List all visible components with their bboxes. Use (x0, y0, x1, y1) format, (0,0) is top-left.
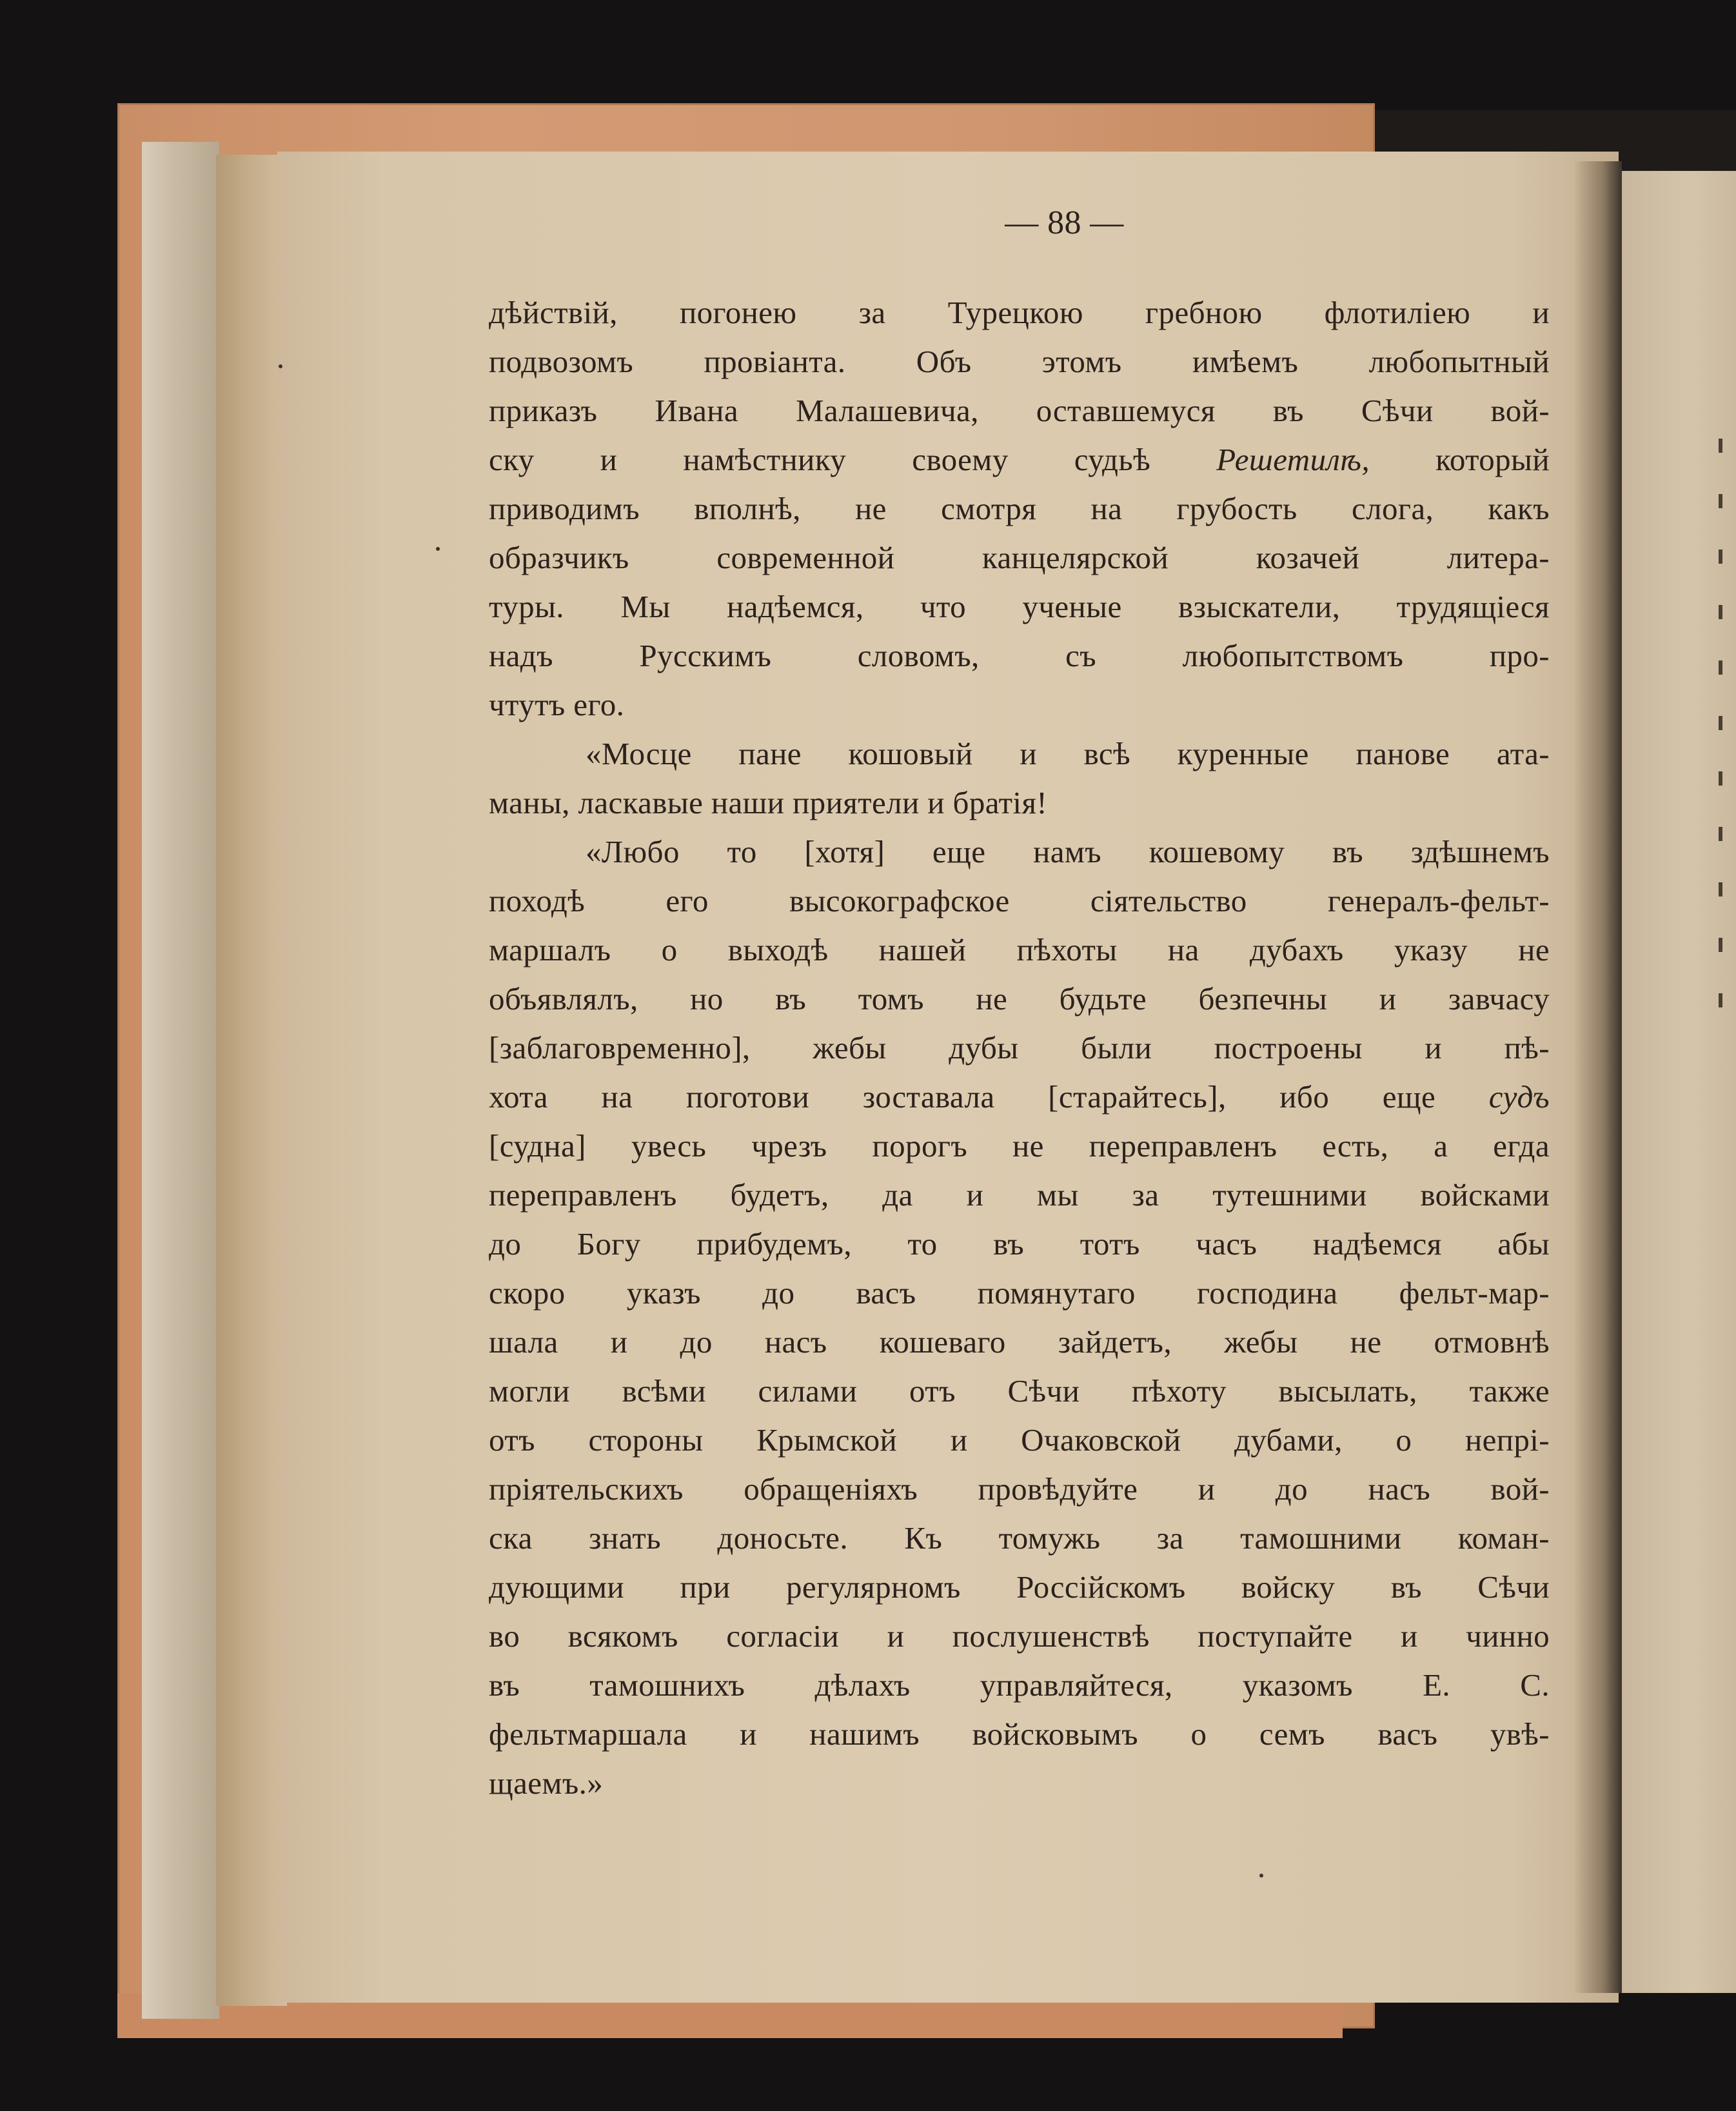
page-curl-shadow (1573, 161, 1622, 1993)
text-line: походѣ его высокографское сіятельство генералъ-фельт- (489, 883, 1550, 918)
text-line: приводимъ вполнѣ, не смотря на грубость слога, какъ (489, 491, 1550, 526)
text-line: [судна] увесь чрезъ порогъ не переправленъ есть, а егда (489, 1128, 1550, 1164)
text-line: во всякомъ согласіи и послушенствѣ поступайте и чинно (489, 1618, 1550, 1654)
text-line: «Мосце пане кошовый и всѣ куренные панове ата- (586, 736, 1550, 771)
facing-page-text-marks (1719, 439, 1731, 1084)
text-line: щаемъ.» (489, 1765, 604, 1801)
text-segment: ску и намѣстнику своему судьѣ (489, 442, 1217, 477)
text-line: переправленъ будетъ, да и мы за тутешними войсками (489, 1177, 1550, 1213)
text-line: приказъ Ивана Малашевича, оставшемуся въ Сѣчи вой- (489, 393, 1550, 428)
text-segment: хота на поготови зоставала [старайтесь], ибо еще (489, 1079, 1489, 1115)
text-line: объявлялъ, но въ томъ не будьте безпечны и завчасу (489, 981, 1550, 1016)
page-edges-left (142, 142, 219, 2019)
text-line: надъ Русскимъ словомъ, съ любопытствомъ про- (489, 638, 1550, 673)
text-line: до Богу прибудемъ, то въ тотъ часъ надѣемся абы (489, 1226, 1550, 1262)
text-line (489, 435, 1550, 484)
text-line: фельтмаршала и нашимъ войсковымъ о семъ васъ увѣ- (489, 1716, 1550, 1752)
text-line: въ тамошнихъ дѣлахъ управляйтеся, указомъ Е. С. (489, 1667, 1550, 1703)
text-line: подвозомъ провіанта. Объ этомъ имѣемъ любопытный (489, 344, 1550, 379)
text-segment: который (1370, 442, 1550, 477)
page-number: — 88 — (1005, 204, 1124, 241)
italic-name: судъ (1488, 1079, 1550, 1115)
text-line: маршалъ о выходѣ нашей пѣхоты на дубахъ указу не (489, 932, 1550, 967)
text-line (489, 1073, 1550, 1122)
text-line: образчикъ современной канцелярской козачей литера- (489, 540, 1550, 575)
paper-speck (279, 364, 282, 368)
text-lines (489, 288, 1550, 1808)
text-line: дующими при регулярномъ Россійскомъ войску въ Сѣчи (489, 1569, 1550, 1605)
text-line: могли всѣми силами отъ Сѣчи пѣхоту высылать, также (489, 1373, 1550, 1409)
paper-speck (1259, 1874, 1263, 1878)
text-line: дѣйствій, погонею за Турецкою гребною флотиліею и (489, 295, 1550, 330)
italic-name: Решетилѣ, (1216, 442, 1370, 477)
text-line: туры. Мы надѣемся, что ученые взыскатели, трудящіеся (489, 589, 1550, 624)
text-line: маны, ласкавые наши приятели и братія! (489, 785, 1048, 820)
text-line: скоро указъ до васъ помянутаго господина фельт-мар- (489, 1275, 1550, 1311)
paper-speck (436, 547, 440, 551)
text-line: ска знать доносьте. Къ томужь за тамошними коман- (489, 1520, 1550, 1556)
text-line: чтутъ его. (489, 687, 625, 722)
text-line: шала и до насъ кошеваго зайдетъ, жебы не отмовнѣ (489, 1324, 1550, 1360)
text-line: [заблаговременно], жебы дубы были построены и пѣ- (489, 1030, 1550, 1065)
page-text (489, 193, 1550, 1808)
text-line: пріятельскихъ обращеніяхъ провѣдуйте и до насъ вой- (489, 1471, 1550, 1507)
text-line: отъ стороны Крымской и Очаковской дубами, о непрі- (489, 1422, 1550, 1458)
binding-gutter (216, 155, 287, 2006)
text-line: «Любо то [хотя] еще намъ кошевому въ здѣшнемъ (586, 834, 1550, 869)
